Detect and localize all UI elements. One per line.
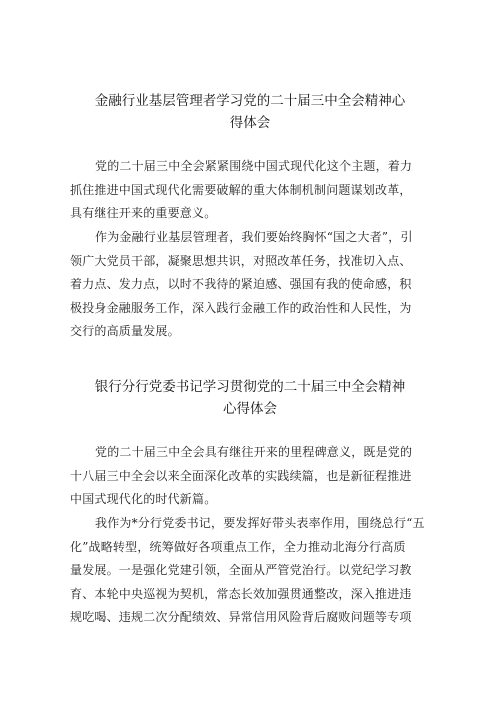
text-line: 党的二十届三中全会具有继往开来的里程碑意义，既是党的 — [95, 445, 413, 459]
article-1-paragraph-2 — [70, 226, 440, 344]
article-2-paragraph-2 — [70, 512, 440, 630]
text-line: 规吃喝、违规二次分配绩效、异常信用风险背后腐败问题等专项 — [70, 610, 412, 625]
text-line: 极投身金融服务工作，深入践行金融工作的政治性和人民性，为 — [70, 300, 412, 315]
text-line: 中国式现代化的时代新篇。 — [70, 492, 217, 507]
text-line: 十八届三中全会以来全面深化改革的实践续篇，也是新征程推进 — [70, 468, 412, 483]
article-2-title-line-2: 心得体会 — [223, 401, 277, 417]
text-line: 化”战略转型，统筹做好各项重点工作，全力推动北海分行高质 — [70, 539, 406, 554]
text-line: 育、本轮中央巡视为契机，常态长效加强贯通整改，深入推进违 — [70, 586, 412, 601]
article-2-paragraph-1 — [70, 441, 440, 512]
article-1-paragraph-1 — [70, 155, 440, 226]
article-2-title — [60, 376, 440, 420]
text-line: 量发展。一是强化党建引领，全面从严管党治行。以党纪学习教 — [70, 563, 412, 578]
article-1-title — [60, 90, 440, 134]
text-line: 具有继往开来的重要意义。 — [70, 206, 217, 221]
text-line: 党的二十届三中全会紧紧围绕中国式现代化这个主题，着力 — [95, 159, 413, 173]
text-line: 交行的高质量发展。 — [70, 324, 180, 339]
text-line: 作为金融行业基层管理者，我们要始终胸怀“国之大者”，引 — [95, 230, 413, 244]
text-line: 我作为*分行党委书记，要发挥好带头表率作用，围绕总行“五 — [95, 516, 425, 530]
text-line: 着力点、发力点，以时不我待的紧迫感、强国有我的使命感，积 — [70, 277, 412, 292]
text-line: 抓住推进中国式现代化需要破解的重大体制机制问题谋划改革， — [70, 182, 412, 197]
article-1-title-line-1: 金融行业基层管理者学习党的二十届三中全会精神心 — [94, 93, 406, 109]
text-line: 领广大党员干部，凝聚思想共识，对照改革任务，找准切入点、 — [70, 253, 412, 268]
article-2-title-line-1: 银行分行党委书记学习贯彻党的二十届三中全会精神 — [94, 379, 406, 395]
article-1-title-line-2: 得体会 — [229, 115, 271, 131]
